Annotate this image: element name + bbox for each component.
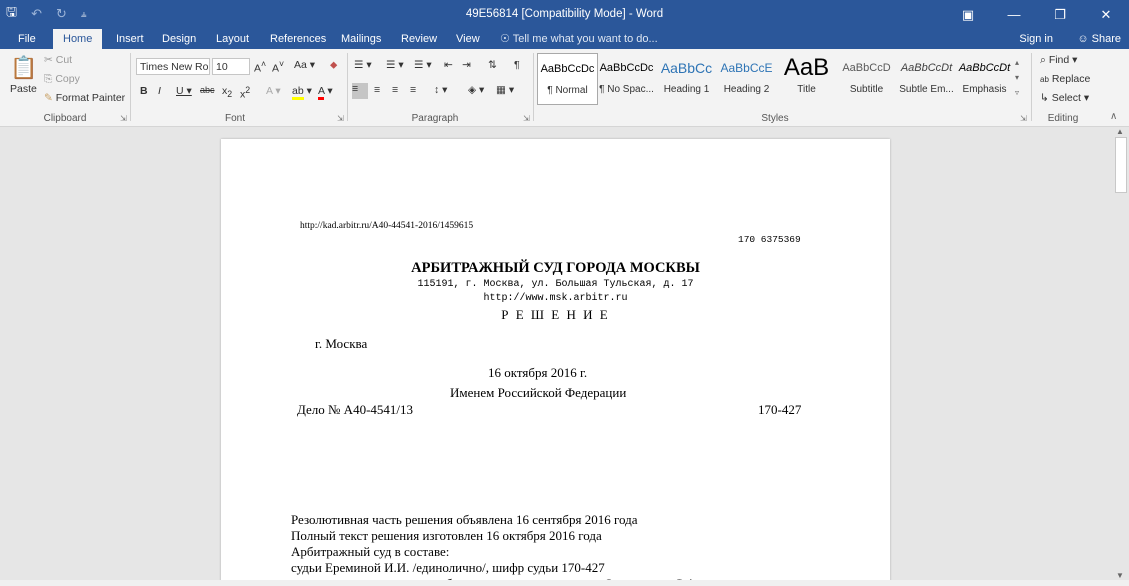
person-icon: ☺ [1077, 33, 1089, 45]
window-title: 49E56814 [Compatibility Mode] - Word [465, 8, 664, 20]
strikethrough-icon[interactable]: abc [200, 85, 215, 95]
clipboard-launcher-icon[interactable]: ⇲ [120, 114, 127, 123]
court-address: 115191, г. Москва, ул. Большая Тульская, д. 17 [417, 279, 694, 290]
undo-icon[interactable]: ↶ [31, 6, 42, 21]
tab-mailings[interactable]: Mailings [341, 33, 382, 45]
tell-me-box[interactable]: ☉ Tell me what you want to do... [500, 33, 658, 45]
cursor-icon: ↳ [1040, 92, 1049, 104]
divider [347, 53, 348, 121]
tab-home[interactable]: Home [53, 29, 102, 49]
format-painter-button[interactable]: ✎ Format Painter [44, 92, 126, 104]
body-line: Резолютивная часть решения объявлена 16 сентября 2016 года [291, 512, 638, 527]
tab-layout[interactable]: Layout [216, 33, 250, 45]
shading-icon[interactable]: ◈ ▾ [468, 84, 485, 96]
scissors-icon: ✂ [44, 54, 53, 66]
doc-name-of: Именем Российской Федерации [450, 385, 627, 400]
tab-references[interactable]: References [270, 33, 327, 45]
customize-icon[interactable]: ⫨ [80, 8, 87, 20]
align-center-icon[interactable]: ≡ [374, 84, 381, 96]
paragraph-launcher-icon[interactable]: ⇲ [523, 114, 530, 123]
style-subtitle[interactable]: AaBbCcD Subtitle [842, 62, 891, 95]
show-paragraph-marks-icon[interactable]: ¶ [514, 59, 520, 71]
tab-view[interactable]: View [456, 33, 480, 45]
align-right-icon[interactable]: ≡ [392, 84, 399, 96]
doc-url: http://kad.arbitr.ru/A40-44541-2016/1459615 [300, 221, 474, 231]
tab-insert[interactable]: Insert [116, 33, 144, 45]
style-no-spacing[interactable]: AaBbCcDc ¶ No Spac... [599, 62, 654, 95]
find-button[interactable]: ⌕ Find ▾ [1040, 54, 1078, 66]
styles-launcher-icon[interactable]: ⇲ [1020, 114, 1027, 123]
borders-icon[interactable]: ▦ ▾ [496, 84, 515, 96]
font-size-field[interactable]: 10 [212, 58, 250, 75]
tab-design[interactable]: Design [162, 33, 197, 45]
document-page[interactable] [221, 139, 890, 586]
brush-icon: ✎ [44, 92, 53, 104]
superscript-icon[interactable]: $x^2$ [240, 85, 251, 101]
body-line: судьи Ереминой И.И. /единолично/, шифр судьи 170-427 [291, 560, 605, 575]
scroll-up-icon[interactable]: ▲ [1116, 127, 1124, 136]
underline-icon[interactable]: U ▾ [176, 85, 192, 97]
sort-icon[interactable]: ⇅ [488, 59, 497, 71]
doc-code: 170 6375369 [738, 234, 801, 245]
sign-in-link[interactable]: Sign in [1019, 33, 1053, 45]
save-icon[interactable]: 🖫 [6, 4, 18, 19]
doc-city: г. Москва [315, 336, 368, 351]
font-group-label: Font [224, 113, 245, 124]
editing-group-label: Editing [1047, 113, 1079, 124]
replace-button[interactable]: ab Replace [1040, 73, 1091, 85]
restore-icon[interactable]: ❐ [1054, 6, 1066, 22]
copy-icon: ⎘ [44, 73, 53, 85]
case-number: Дело № А40-4541/13 [297, 402, 414, 417]
shrink-font-icon[interactable]: A˅ [272, 59, 285, 75]
styles-scroll-icon[interactable]: ▴ ▾ ▿ [1015, 58, 1020, 97]
ribbon-display-options-icon[interactable]: ▣ [961, 6, 975, 22]
tab-file[interactable]: File [18, 33, 36, 45]
increase-indent-icon[interactable]: ⇥ [462, 59, 471, 71]
document-area [0, 127, 1112, 586]
divider [1031, 53, 1032, 121]
styles-group-label: Styles [761, 113, 789, 124]
scroll-down-icon[interactable]: ▼ [1116, 571, 1124, 580]
numbering-icon[interactable]: ☰ ▾ [386, 59, 404, 71]
tab-review[interactable]: Review [401, 33, 438, 45]
vertical-scrollbar[interactable] [1112, 127, 1129, 586]
style-normal[interactable]: AaBbCcDc ¶ Normal [537, 53, 598, 105]
clear-formatting-icon[interactable]: ⬥ [330, 59, 338, 71]
doc-date: 16 октября 2016 г. [488, 365, 588, 380]
clipboard-group-label: Clipboard [43, 113, 87, 124]
style-heading-2[interactable]: AaBbCcE Heading 2 [720, 61, 773, 95]
text-effects-icon[interactable]: A ▾ [266, 85, 281, 97]
change-case-icon[interactable]: Aa ▾ [294, 59, 316, 71]
paragraph-group-label: Paragraph [411, 113, 459, 124]
grow-font-icon[interactable]: A˄ [254, 59, 267, 75]
case-code: 170-427 [758, 402, 802, 417]
court-site: http://www.msk.arbitr.ru [483, 293, 628, 304]
replace-icon: ab [1040, 75, 1049, 84]
justify-icon[interactable]: ≡ [410, 84, 417, 96]
font-color-icon[interactable]: A ▾ [318, 85, 333, 97]
style-heading-1[interactable]: AaBbCc Heading 1 [660, 60, 713, 95]
share-button[interactable]: ☺ Share [1077, 33, 1121, 45]
scrollbar-thumb[interactable] [1115, 137, 1127, 193]
paste-icon[interactable]: 📋 [10, 55, 38, 80]
close-icon[interactable]: ✕ [1100, 6, 1112, 22]
subscript-icon[interactable]: $x_2$ [222, 85, 233, 100]
line-spacing-icon[interactable]: ↕ ▾ [434, 84, 448, 96]
font-launcher-icon[interactable]: ⇲ [337, 114, 344, 123]
divider [533, 53, 534, 121]
status-bar [0, 580, 1129, 586]
paste-button[interactable]: Paste [10, 83, 37, 95]
minimize-icon[interactable]: — [1007, 7, 1021, 22]
highlight-icon[interactable]: ab ▾ [292, 85, 312, 97]
align-left-icon[interactable]: ≡ [352, 83, 368, 99]
redo-icon[interactable]: ↻ [55, 6, 67, 21]
decision-heading: Р Е Ш Е Н И Е [501, 307, 610, 322]
bold-icon[interactable]: B [140, 85, 148, 97]
body-line: Арбитражный суд в составе: [291, 544, 450, 559]
body-line: Полный текст решения изготовлен 16 октября 2016 года [291, 528, 602, 543]
decrease-indent-icon[interactable]: ⇤ [444, 59, 453, 71]
style-subtle-emphasis[interactable]: AaBbCcDt Subtle Em... [899, 62, 954, 95]
style-emphasis[interactable]: AaBbCcDt Emphasis [958, 62, 1011, 95]
collapse-ribbon-icon[interactable]: ∧ [1110, 111, 1118, 122]
select-button[interactable]: ↳ Select ▾ [1040, 92, 1090, 104]
lightbulb-icon: ☉ [500, 33, 510, 45]
title-bar [0, 0, 1129, 29]
multilevel-list-icon[interactable]: ☰ ▾ [414, 59, 432, 71]
court-name: АРБИТРАЖНЫЙ СУД ГОРОДА МОСКВЫ [411, 260, 700, 276]
bullets-icon[interactable]: ☰ ▾ [354, 59, 372, 71]
search-icon: ⌕ [1040, 54, 1046, 66]
divider [130, 53, 131, 121]
italic-icon[interactable]: I [158, 85, 161, 97]
ribbon-tabs [0, 29, 1129, 49]
style-title[interactable]: AaB Title [783, 54, 830, 95]
cut-button[interactable]: ✂ Cut [44, 54, 73, 66]
font-name-field[interactable]: Times New Ro [136, 58, 210, 75]
window-controls [945, 0, 1129, 29]
copy-button[interactable]: ⎘ Copy [44, 73, 80, 85]
ribbon [0, 49, 1129, 127]
